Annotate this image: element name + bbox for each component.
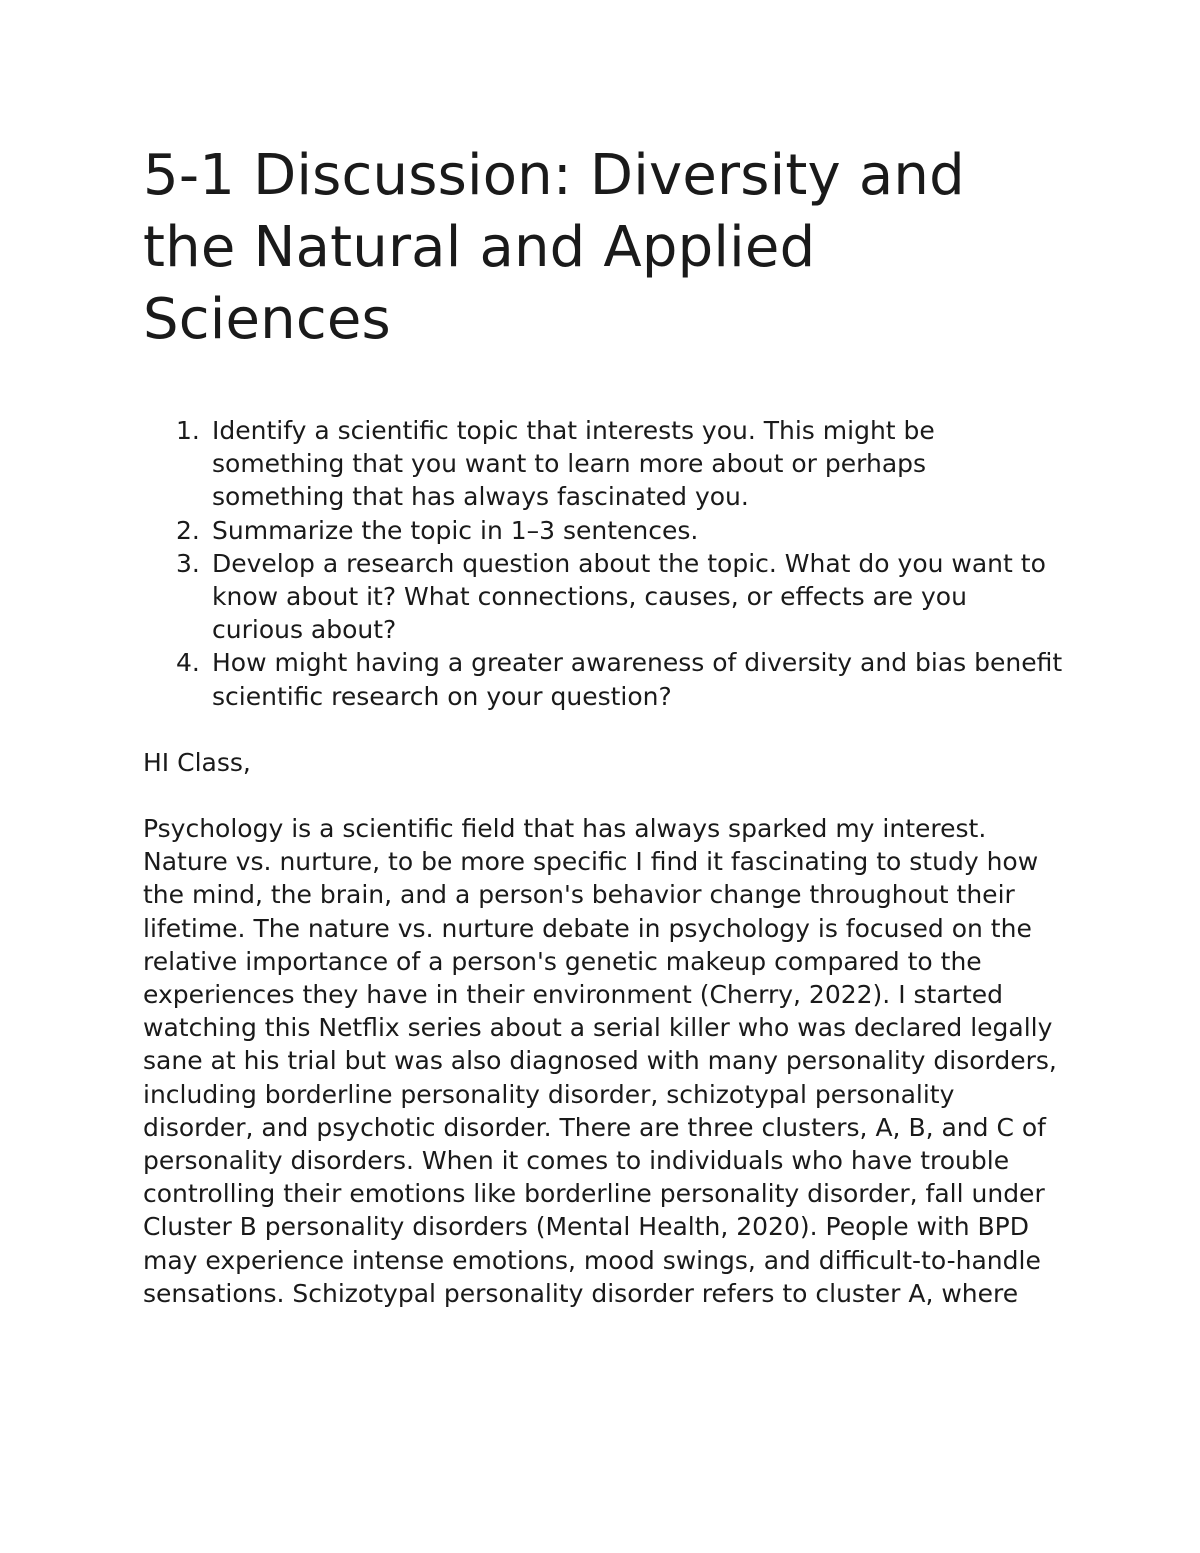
instruction-item bbox=[176, 414, 1063, 514]
instruction-text: Develop a research question about the topic. What do you want to know about it? What connections, causes, or effects are you curious about? bbox=[212, 548, 1046, 645]
instruction-item bbox=[176, 646, 1063, 712]
instructions-list bbox=[143, 414, 1063, 713]
instruction-text: Identify a scientific topic that interests you. This might be something that you want to learn more about or perhaps something that has always fascinated you. bbox=[212, 416, 935, 512]
instruction-number: 4. bbox=[176, 648, 200, 678]
instruction-number: 2. bbox=[176, 515, 200, 545]
instruction-text: Summarize the topic in 1–3 sentences. bbox=[212, 515, 699, 545]
instruction-number: 3. bbox=[176, 548, 200, 578]
greeting: HI Class, bbox=[143, 747, 251, 777]
instruction-text: How might having a greater awareness of diversity and bias benefit scientific research on your question? bbox=[212, 648, 1063, 711]
document-title: 5-1 Discussion: Diversity and the Natural and Applied Sciences bbox=[143, 143, 965, 352]
body-paragraph: Psychology is a scientific field that has always sparked my interest. Nature vs. nurture, to be more specific I find it fascinating to study how the mind, the brain, and a person's behavior change throughout their lifetime. The nature vs. nurture debate in psychology is focused on the relative importance of a person's genetic makeup compared to the experiences they have in their environment (Cherry, 2022). I started watching this Netflix series about a serial killer who was declared legally sane at his trial but was also diagnosed with many personality disorders, including borderline personality disorder, schizotypal personality disorder, and psychotic disorder. There are three clusters, A, B, and C of personality disorders. When it comes to individuals who have trouble controlling their emotions like borderline personality disorder, fall under Cluster B personality disorders (Mental Health, 2020). People with BPD may experience intense emotions, mood swings, and difficult-to-handle sensations. Schizotypal personality disorder refers to cluster A, where bbox=[143, 814, 1057, 1308]
instruction-number: 1. bbox=[176, 416, 200, 445]
instruction-item bbox=[176, 514, 1063, 547]
document-content bbox=[143, 140, 1063, 1310]
instruction-item bbox=[176, 547, 1063, 647]
